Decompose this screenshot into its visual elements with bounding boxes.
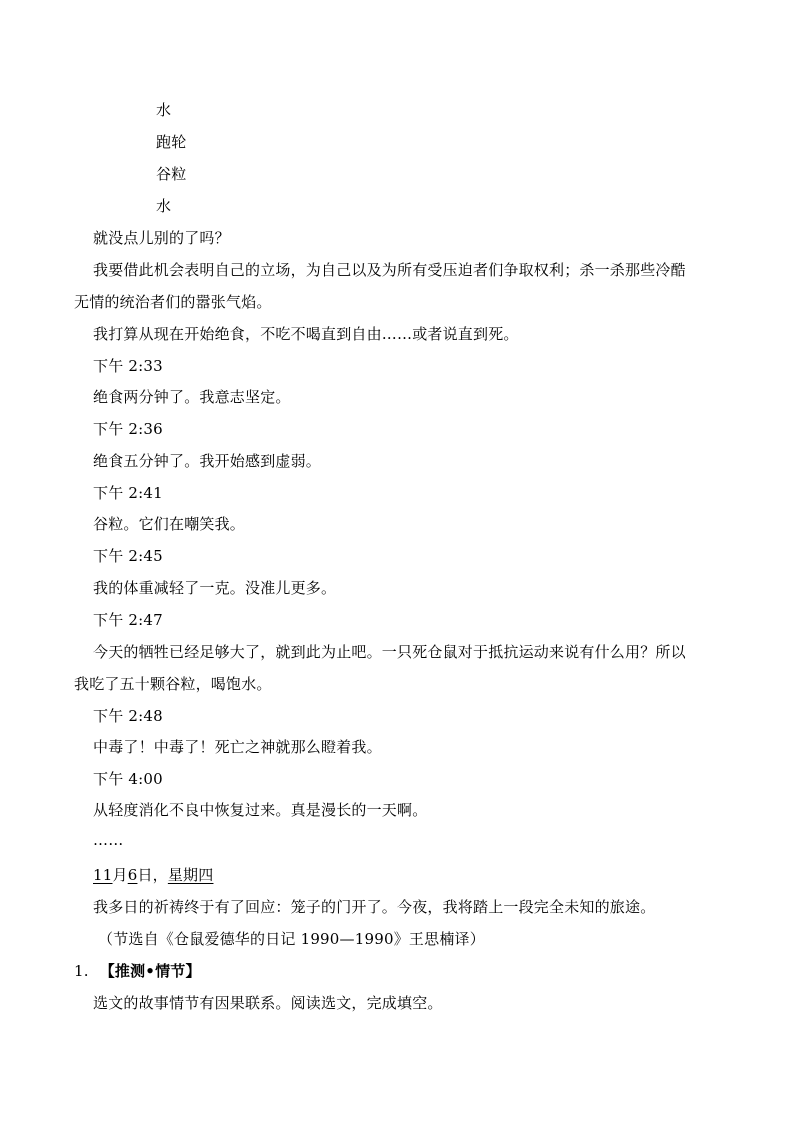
entry-time: 下午 2:36 [93,420,163,438]
entry-text: 中毒了！中毒了！死亡之神就那么瞪着我。 [93,738,382,756]
entry-text: 谷粒。它们在嘲笑我。 [93,515,246,533]
entry-text: 我的体重减轻了一克。没准儿更多。 [93,579,337,597]
paragraph: 就没点儿别的了吗？ [93,229,230,247]
entry-date [93,865,213,885]
paragraph-line: 我要借此机会表明自己的立场，为自己以及为所有受压迫者们争取权利；杀一杀那些冷酷 [93,261,686,279]
poem-line: 水 [156,197,172,215]
date-day-unit: 日， [137,866,168,884]
final-paragraph: 我多日的祈祷终于有了回应：笼子的门开了。今夜，我将踏上一段完全未知的旅途。 [93,898,656,916]
entry-time: 下午 2:48 [93,707,163,725]
entry-time: 下午 2:47 [93,611,163,629]
entry-time: 下午 2:45 [93,547,163,565]
entry-text: 绝食两分钟了。我意志坚定。 [93,388,291,406]
date-weekday: 星期四 [167,866,214,884]
question-number: 1. [74,962,89,980]
poem-line: 谷粒 [156,165,187,183]
question-prompt: 选文的故事情节有因果联系。阅读选文，完成填空。 [93,994,443,1012]
poem-line: 跑轮 [156,133,187,151]
date-month-unit: 月 [112,866,128,884]
paragraph: 我打算从现在开始绝食，不吃不喝直到自由……或者说直到死。 [93,325,519,343]
entry-text: 绝食五分钟了。我开始感到虚弱。 [93,452,322,470]
paragraph-line: 无情的统治者们的嚣张气焰。 [74,293,272,311]
entry-time: 下午 2:33 [93,357,163,375]
date-month: 11 [93,866,113,884]
question-tag: 【推测•情节】 [99,962,201,980]
ellipsis: …… [93,831,124,849]
entry-text-line: 今天的牺牲已经足够大了，就到此为止吧。一只死仓鼠对于抵抗运动来说有什么用？所以 [93,643,686,661]
entry-time: 下午 4:00 [93,770,163,788]
date-day: 6 [127,866,138,884]
entry-time: 下午 2:41 [93,484,163,502]
entry-text-line: 我吃了五十颗谷粒，喝饱水。 [74,675,272,693]
poem-line: 水 [156,101,172,119]
question-heading [74,961,201,981]
entry-text: 从轻度消化不良中恢复过来。真是漫长的一天啊。 [93,801,428,819]
source-citation: （节选自《仓鼠爱德华的日记 1990—1990》王思楠译） [98,930,485,948]
